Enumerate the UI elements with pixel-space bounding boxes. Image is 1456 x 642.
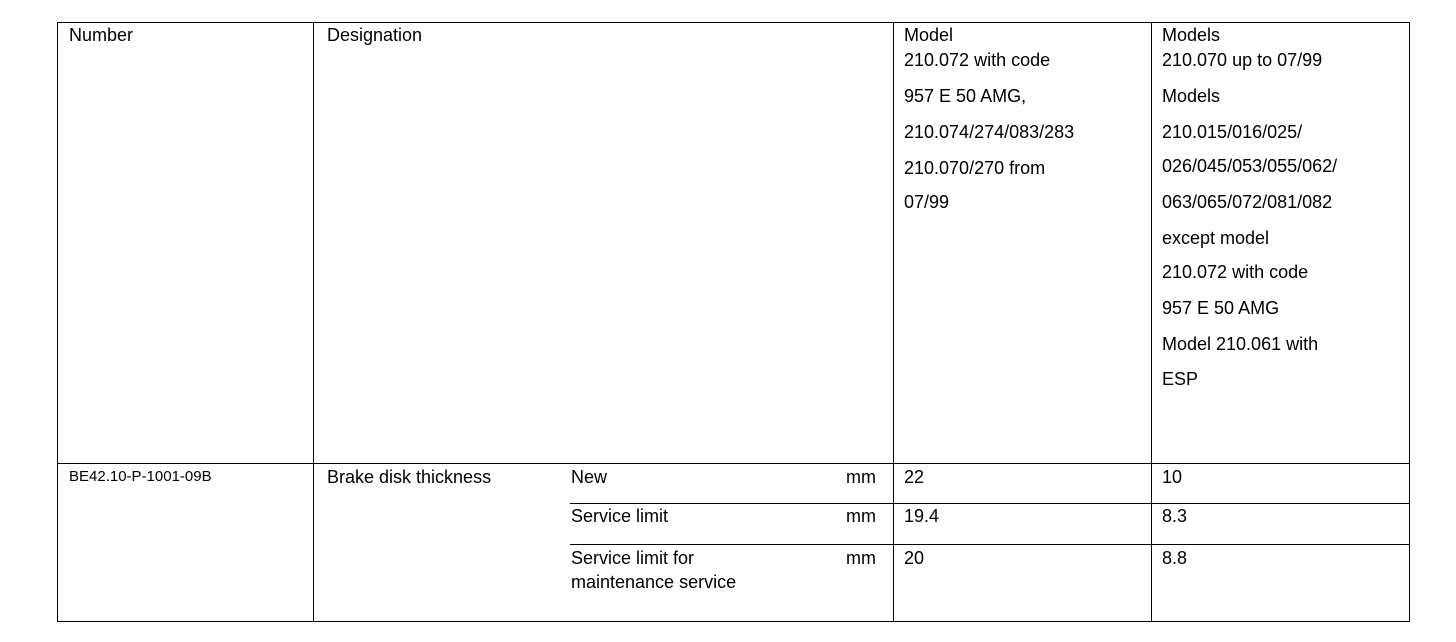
model-b-line: ESP [1162, 369, 1199, 389]
header-model-a-title: Model [904, 25, 954, 45]
col-divider-1 [313, 22, 314, 622]
subrow-value-a: 19.4 [904, 506, 940, 526]
header-designation: Designation [327, 25, 423, 45]
subrow-value-a: 22 [904, 467, 925, 487]
subrow-divider-1 [570, 503, 1410, 504]
model-a-line: 210.074/274/083/283 [904, 122, 1075, 142]
col-divider-3 [1151, 22, 1152, 622]
model-b-line: 026/045/053/055/062/ [1162, 156, 1338, 176]
model-b-line: Model 210.061 with [1162, 334, 1319, 354]
subrow-label-continued: maintenance service [571, 572, 737, 592]
header-model-b-title: Models [1162, 25, 1221, 45]
model-a-line: 210.072 with code [904, 50, 1051, 70]
subrow-label: Service limit for [571, 548, 695, 568]
col-divider-2 [893, 22, 894, 622]
header-row-divider [57, 463, 1410, 464]
model-b-line: Models [1162, 86, 1221, 106]
model-b-line: 210.072 with code [1162, 262, 1309, 282]
model-a-line: 07/99 [904, 192, 950, 212]
subrow-divider-2 [570, 544, 1410, 545]
spec-table [57, 22, 1410, 622]
subrow-value-b: 10 [1162, 467, 1183, 487]
model-b-line: 210.015/016/025/ [1162, 122, 1303, 142]
model-b-line: 957 E 50 AMG [1162, 298, 1280, 318]
subrow-value-b: 8.8 [1162, 548, 1188, 568]
subrow-label: Service limit [571, 506, 669, 526]
model-b-line: 210.070 up to 07/99 [1162, 50, 1323, 70]
row-number: BE42.10-P-1001-09B [69, 468, 212, 485]
header-number: Number [69, 25, 134, 45]
model-b-line: except model [1162, 228, 1270, 248]
model-a-line: 957 E 50 AMG, [904, 86, 1027, 106]
subrow-unit: mm [846, 548, 876, 568]
subrow-label: New [571, 467, 608, 487]
subrow-value-a: 20 [904, 548, 925, 568]
subrow-value-b: 8.3 [1162, 506, 1188, 526]
row-designation: Brake disk thickness [327, 467, 492, 487]
subrow-unit: mm [846, 506, 876, 526]
subrow-unit: mm [846, 467, 876, 487]
model-b-line: 063/065/072/081/082 [1162, 192, 1333, 212]
model-a-line: 210.070/270 from [904, 158, 1046, 178]
